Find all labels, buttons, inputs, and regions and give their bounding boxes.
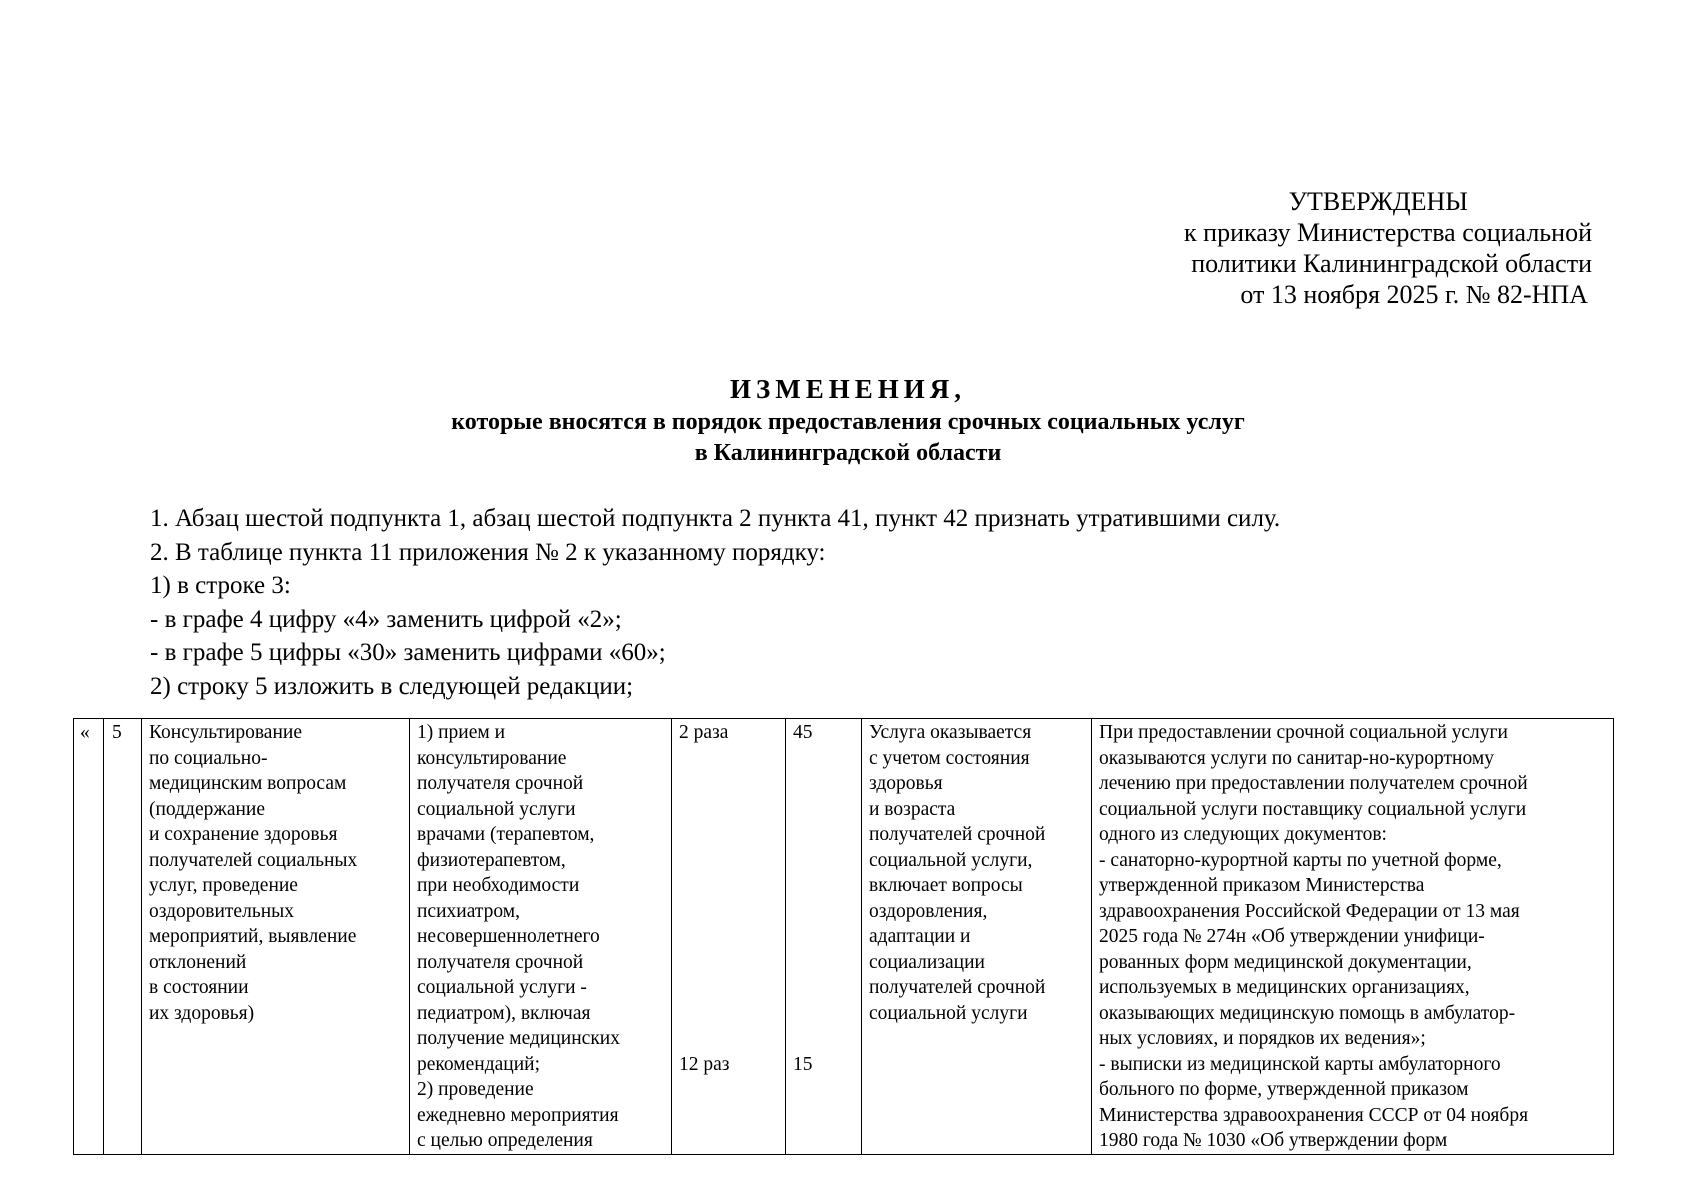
frequency-1: 2 раза xyxy=(679,722,729,743)
service-name-cell xyxy=(142,719,410,1155)
notes-cell xyxy=(1092,719,1614,1155)
amendment-paragraphs xyxy=(150,502,1600,703)
paragraph: 2) строку 5 изложить в следующей редакции; xyxy=(150,672,634,700)
duration-1: 45 xyxy=(793,722,813,743)
service-name: Консультирование по социально- медицинским вопросам (поддержание и сохранение здоровья получателей социальных услуг, проведение оздоровительных мероприятий, выявление отклонений в состоянии их здоровья) xyxy=(149,722,358,1024)
duration-cell xyxy=(786,719,862,1155)
service-notes: При предоставлении срочной социальной услуги оказываются услуги по санитар-но-курортному лечению при предоставлении получателем срочной социальной услуги поставщику социальной услуги одного из следующих документов: - санаторно-курортной карты по учетной форме, утвержденной приказом Министерства здравоохранения Российской Федерации от 13 мая 2025 года № 274н «Об утверждении унифици- рованных форм медицинской документации, используемых в медицинских организациях, оказывающих медицинскую помощь в амбулатор- ных условиях, и порядков их ведения»; - выписки из медицинской карты амбулаторного больного по форме, утвержденной приказом Министерства здравоохранения СССР от 04 ноября 1980 года № 1030 «Об утверждении форм xyxy=(1099,722,1529,1151)
quote-mark: « xyxy=(80,722,90,743)
approval-line-2: политики Калининградской области xyxy=(1191,249,1592,278)
duration-2: 15 xyxy=(793,1053,813,1075)
row-number-cell xyxy=(104,719,142,1155)
spacer xyxy=(793,746,857,1052)
quote-mark-cell xyxy=(74,719,104,1155)
service-content-2: 2) проведение ежедневно мероприятия с целью определения xyxy=(417,1079,619,1151)
service-content-cell xyxy=(410,719,672,1155)
document-subtitle-2: в Калининградской области xyxy=(694,440,1002,466)
conditions-cell xyxy=(862,719,1092,1155)
document-subtitle-1: которые вносятся в порядок предоставления срочных социальных услуг xyxy=(451,409,1245,435)
paragraph: 2. В таблице пункта 11 приложения № 2 к указанному порядку: xyxy=(150,538,826,566)
row-number: 5 xyxy=(112,722,122,743)
table-row xyxy=(74,719,1614,1155)
paragraph: 1) в строке 3: xyxy=(150,572,291,599)
frequency-cell xyxy=(672,719,786,1155)
approval-line-1: к приказу Министерства социальной xyxy=(1184,218,1592,247)
approval-stamp xyxy=(1100,186,1592,310)
services-table xyxy=(73,718,1614,1155)
approval-date: от 13 ноября 2025 г. № 82-НПА xyxy=(1240,280,1588,309)
approval-heading: УТВЕРЖДЕНЫ xyxy=(1288,187,1468,216)
paragraph: - в графе 5 цифры «30» заменить цифрами «60»; xyxy=(150,639,666,666)
service-content-1: 1) прием и консультирование получателя срочной социальной услуги врачами (терапевтом, физиотерапевтом, при необходимости психиатром, несовершеннолетнего получателя срочной социальной услуги - педиатром), включая получение медицинских рекомендаций; xyxy=(417,722,620,1075)
document-title: ИЗМЕНЕНИЯ, xyxy=(729,374,966,404)
paragraph: - в графе 4 цифру «4» заменить цифрой «2»; xyxy=(150,605,622,633)
paragraph: 1. Абзац шестой подпункта 1, абзац шестой подпункта 2 пункта 41, пункт 42 признать утратившими силу. xyxy=(150,505,1281,532)
frequency-2: 12 раз xyxy=(679,1053,730,1075)
spacer xyxy=(679,746,781,1052)
service-conditions: Услуга оказывается с учетом состояния здоровья и возраста получателей срочной социальной услуги, включает вопросы оздоровления, адаптации и социализации получателей срочной социальной услуги xyxy=(869,722,1046,1024)
